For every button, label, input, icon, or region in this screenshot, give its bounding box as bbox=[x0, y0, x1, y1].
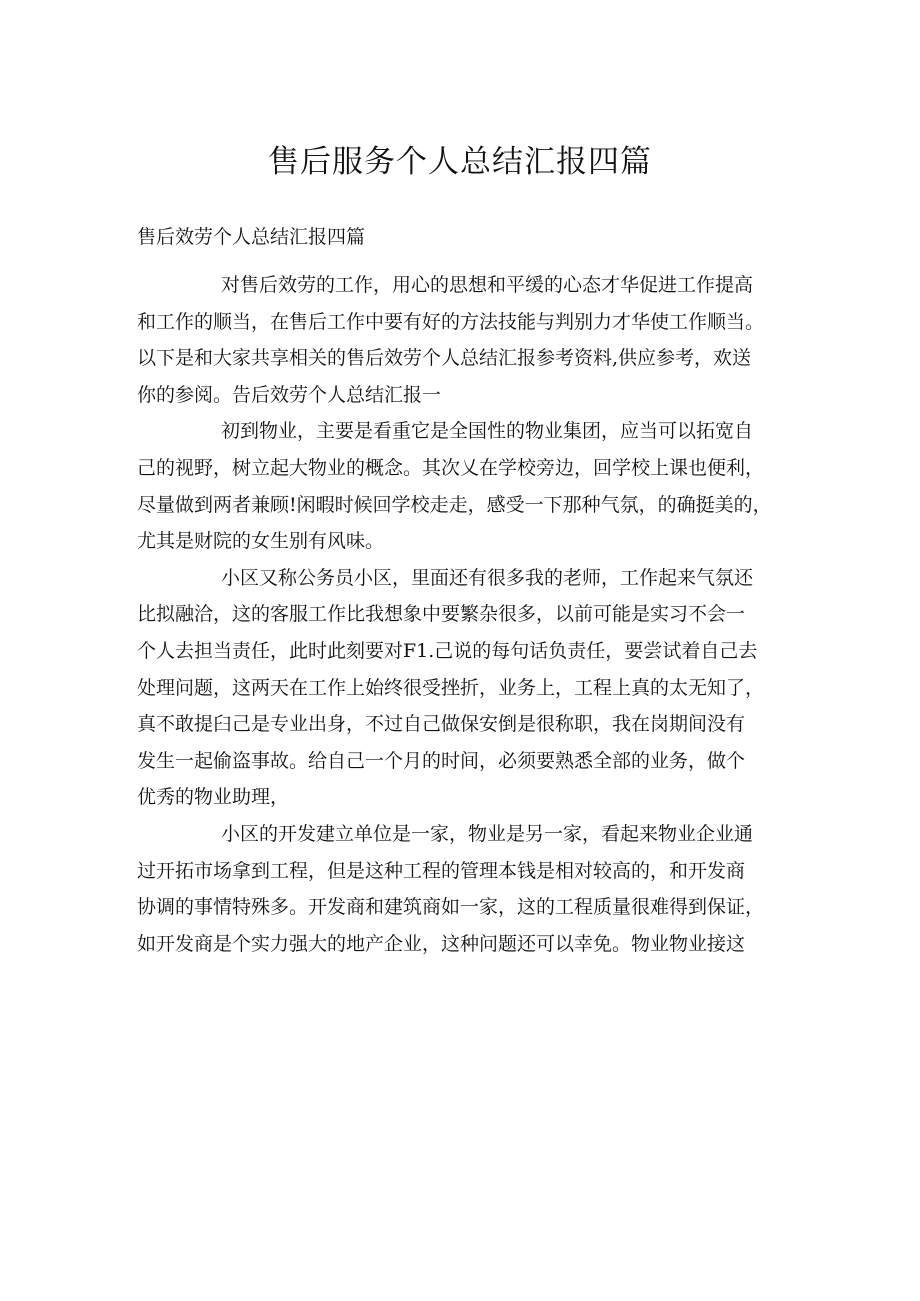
paragraph-line: 初到物业，主要是看重它是全国性的物业集团，应当可以拓宽自 bbox=[221, 420, 754, 443]
paragraph-line: 你的参阅。告后效劳个人总结汇报一 bbox=[137, 383, 442, 406]
paragraph-line: 和工作的顺当，在售后工作中要有好的方法技能与判别力才华使工作顺当。 bbox=[137, 310, 765, 333]
paragraph-line: 以下是和大家共享相关的售后效劳个人总结汇报参考资料,供应参考，欢送 bbox=[137, 347, 752, 370]
document-body bbox=[137, 267, 792, 962]
paragraph-line: 过开拓市场拿到工程，但是这种工程的管理本钱是相对较高的，和开发商 bbox=[137, 859, 746, 882]
paragraph-line: 己的视野，树立起大物业的概念。其次乂在学校旁边，回学校上课也便利， bbox=[137, 456, 765, 479]
paragraph-line: 真不敢提臼己是专业出身，不过自己做保安倒是很称职，我在岗期间没有 bbox=[137, 713, 746, 736]
paragraph-line: 小区又称公务员小区，里面还有很多我的老师，工作起来气氛还 bbox=[221, 566, 754, 589]
paragraph-line: 比拟融洽，这的客服工作比我想象中要繁杂很多，以前可能是实习不会一 bbox=[137, 603, 746, 626]
paragraph-2 bbox=[137, 413, 792, 559]
paragraph-line: 小区的开发建立单位是一家，物业是另一家，看起来物业企业通 bbox=[221, 822, 754, 845]
paragraph-line: 尤其是财院的女生别有风味。 bbox=[137, 530, 385, 553]
paragraph-line: 协调的事情特殊多。开发商和建筑商如一家，这的工程质量很难得到保证， bbox=[137, 896, 765, 919]
paragraph-4 bbox=[137, 816, 792, 962]
paragraph-line: 尽量做到两者兼顾!闲暇时候回学校走走，感受一下那种气氛，的确挺美的， bbox=[137, 493, 772, 516]
paragraph-1 bbox=[137, 267, 792, 413]
document-title: 售后服务个人总结汇报四篇 bbox=[268, 144, 652, 180]
paragraph-line: 优秀的物业助理， bbox=[137, 786, 290, 809]
paragraph-line: 个人去担当责任，此时此刻要对F1.己说的每句话负责任，要尝试着自己去 bbox=[137, 639, 758, 662]
paragraph-3 bbox=[137, 560, 792, 816]
paragraph-line: 处理问题，这两天在工作上始终很受挫折，业务上，工程上真的太无知了， bbox=[137, 676, 765, 699]
document-subtitle: 售后效劳个人总结汇报四篇 bbox=[137, 226, 366, 248]
paragraph-line: 发生一起偷盗事故。给自己一个月的时间，必须要熟悉全部的业务，做个 bbox=[137, 749, 746, 772]
paragraph-line: 对售后效劳的工作，用心的思想和平缓的心态才华促进工作提高 bbox=[221, 274, 754, 296]
paragraph-line: 如开发商是个实力强大的地产企业，这种问题还可以幸免。物业物业接这 bbox=[137, 932, 746, 955]
